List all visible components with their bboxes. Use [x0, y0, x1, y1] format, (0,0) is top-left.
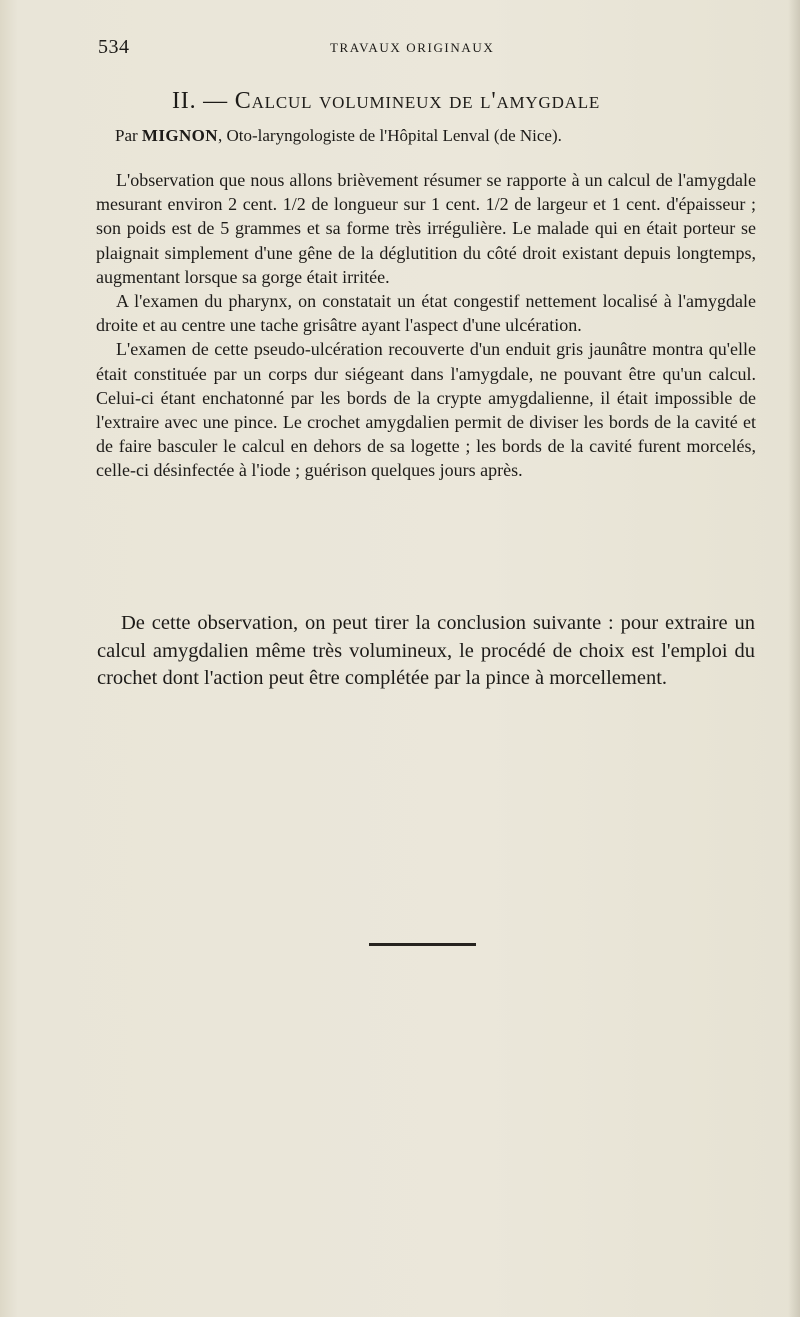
body-paragraph: A l'examen du pharynx, on constatait un état congestif nettement localisé à l'amygdale droite et au centre une tache grisâtre ayant l'aspect d'une ulcération. — [96, 291, 756, 336]
body-paragraph: L'examen de cette pseudo-ulcération recouverte d'un enduit gris jaunâtre montra qu'elle était constituée par un corps dur siégeant dans l'amygdale, ne pouvant être qu'un calcul. Celui-ci étant enchatonné par les bords de la crypte amygdalienne, il était impossible de l'extraire avec une pince. Le crochet amygdalien permit de diviser les bords de la cavité et de faire basculer le calcul en dehors de sa logette ; les bords de la cavité furent morcelés, celle-ci désinfectée à l'iode ; guérison quelques jours après. — [96, 339, 756, 481]
byline — [115, 126, 775, 146]
title-text: Calcul volumineux de l'amygdale — [234, 88, 601, 114]
page-header — [98, 36, 738, 60]
byline-prefix: Par — [115, 126, 142, 145]
page-number: 534 — [98, 36, 130, 58]
title-prefix: II. — — [172, 88, 235, 114]
conclusion-section — [97, 610, 755, 693]
end-rule — [369, 943, 476, 946]
body-paragraph: L'observation que nous allons brièvement résumer se rapporte à un calcul de l'amygdale mesurant environ 2 cent. 1/2 de longueur sur 1 cent. 1/2 de largeur et 1 cent. d'épaisseur ; son poids est de 5 grammes et sa forme très irrégulière. Le malade qui en était porteur se plaignait simplement d'une gêne de la déglutition du côté droit existant depuis longtemps, augmentant lorsque sa gorge était irritée. — [96, 170, 756, 287]
author-affiliation: , Oto-laryngologiste de l'Hôpital Lenval (de Nice). — [217, 126, 562, 145]
article-title — [172, 88, 752, 115]
article-body — [96, 168, 756, 483]
page-edge-shadow — [788, 0, 800, 1317]
author-name: MIGNON — [141, 126, 218, 145]
running-head: TRAVAUX ORIGINAUX — [330, 40, 495, 55]
conclusion-paragraph: De cette observation, on peut tirer la conclusion suivante : pour extraire un calcul amygdalien même très volumineux, le procédé de choix est l'emploi du crochet dont l'action peut être complétée par la pince à morcellement. — [97, 612, 755, 689]
